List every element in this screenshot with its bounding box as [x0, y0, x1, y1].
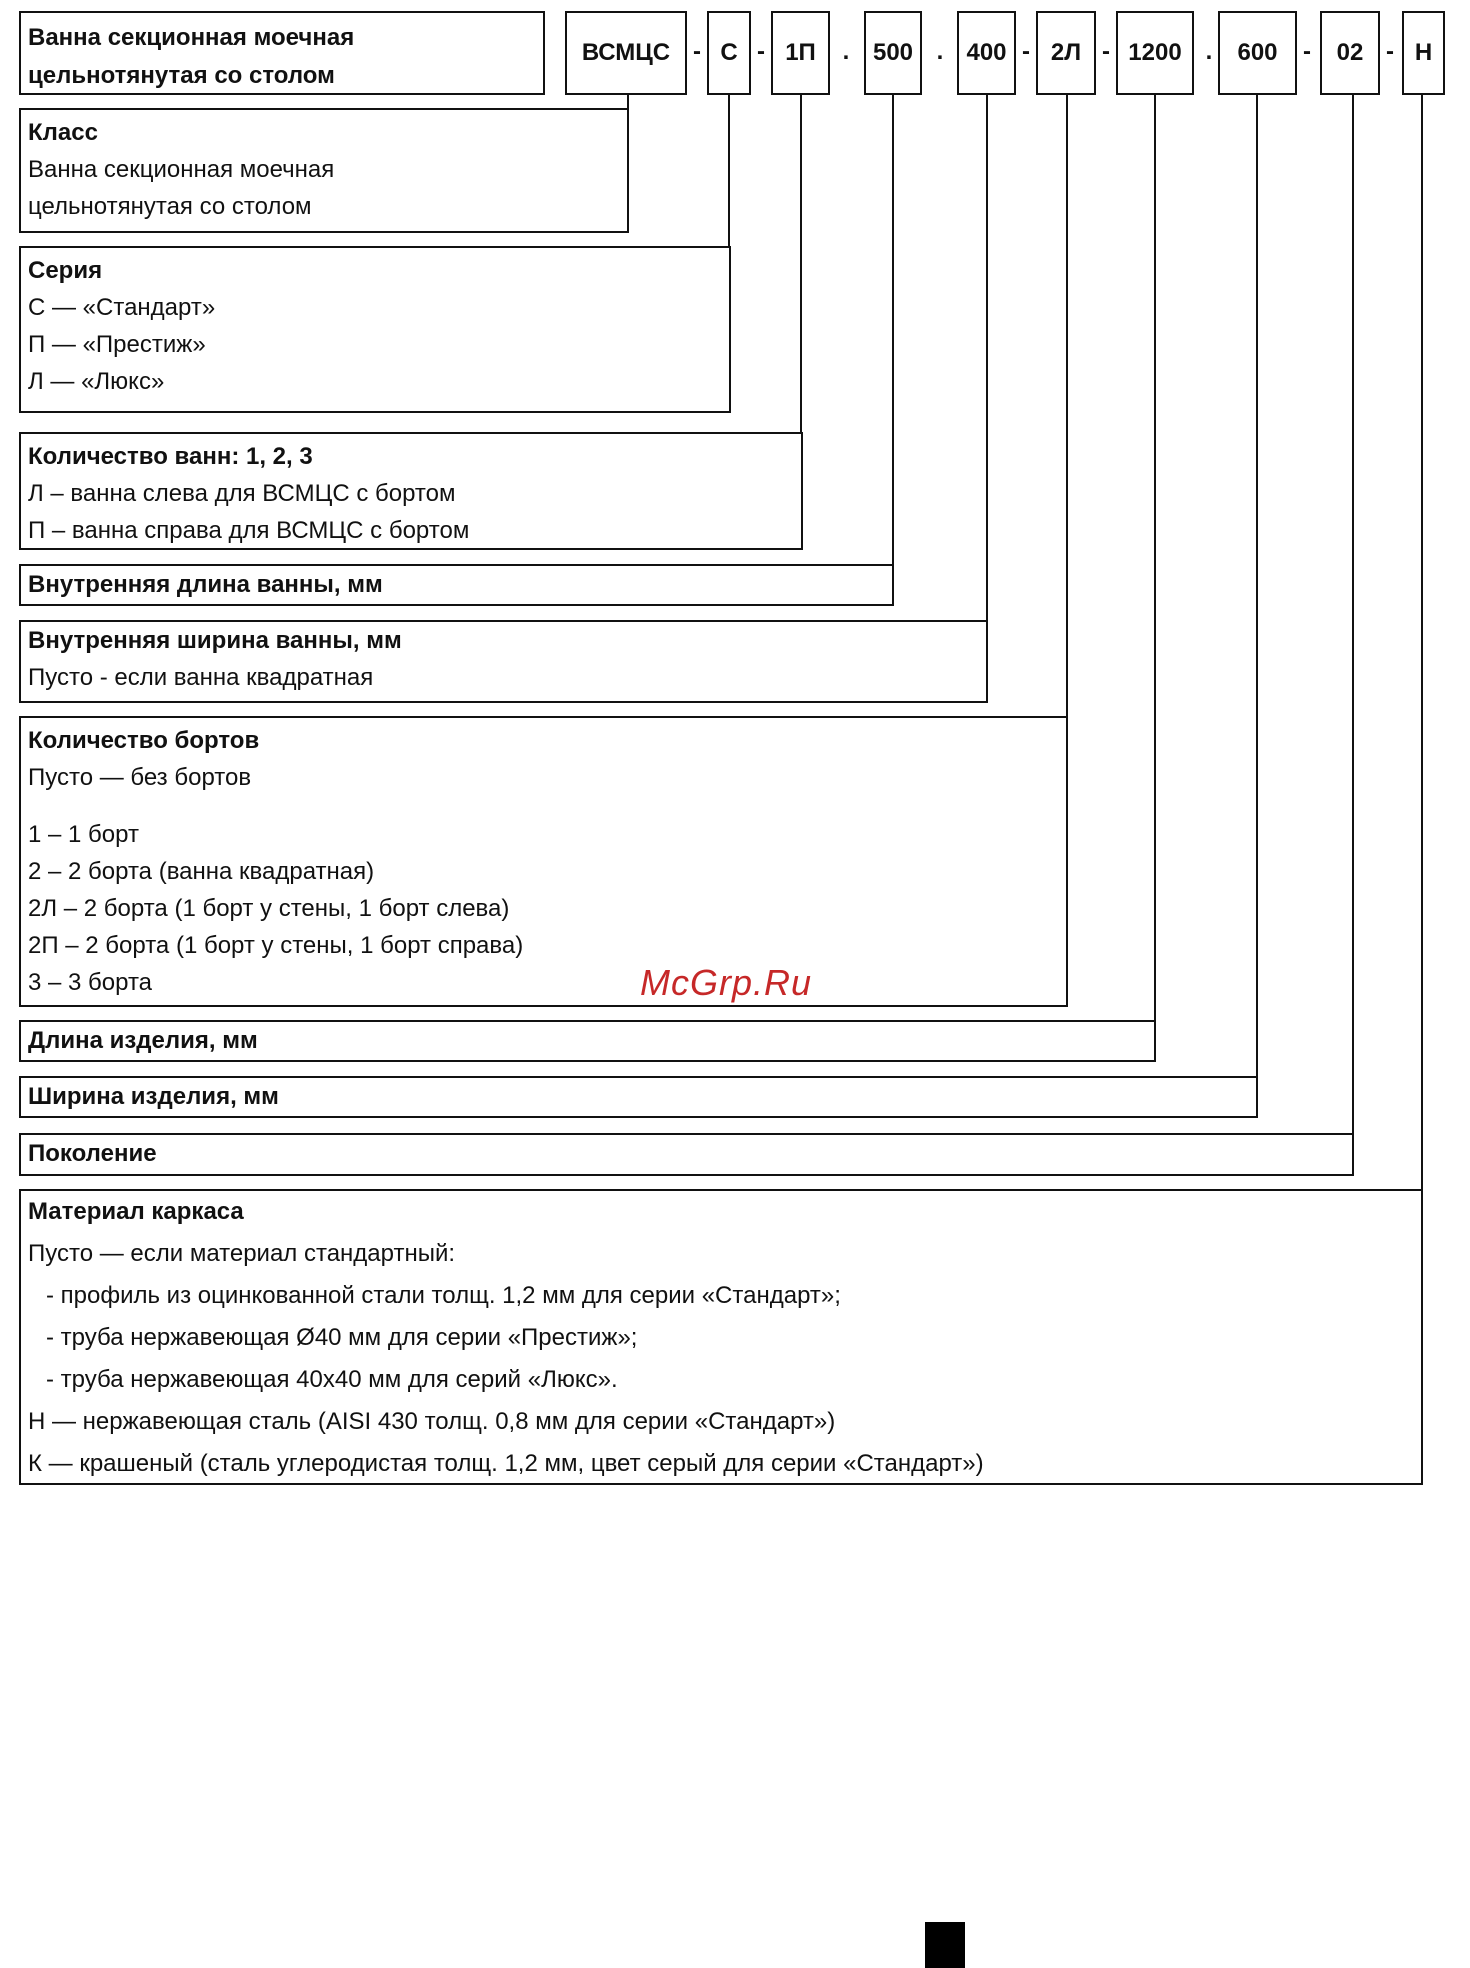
section-line: 2П – 2 борта (1 борт у стены, 1 борт справа) — [28, 932, 524, 959]
connector-line — [800, 95, 802, 433]
code-part-bath-count: 1П — [771, 11, 830, 95]
section-line: П — «Престиж» — [28, 331, 206, 358]
section-line: С — «Стандарт» — [28, 294, 216, 321]
section-heading: Внутренняя длина ванны, мм — [28, 571, 383, 598]
section-rims — [19, 716, 1068, 1007]
code-separator: - — [1303, 38, 1311, 65]
section-line: Ванна секционная моечная — [28, 156, 335, 183]
section-line: К — крашеный (сталь углеродистая толщ. 1,2 мм, цвет серый для серии «Стандарт») — [28, 1450, 984, 1477]
connector-line — [728, 95, 730, 247]
section-heading: Класс — [28, 119, 98, 146]
code-separator: - — [1102, 38, 1110, 65]
section-line: Пусто — без бортов — [28, 764, 252, 791]
section-heading: Длина изделия, мм — [28, 1027, 258, 1054]
section-line: Пусто — если материал стандартный: — [28, 1240, 456, 1267]
section-heading: Ширина изделия, мм — [28, 1083, 279, 1110]
section-line: цельнотянутая со столом — [28, 193, 312, 220]
section-bullet: - труба нержавеющая 40х40 мм для серий «Люкс». — [46, 1366, 618, 1393]
section-heading: Внутренняя ширина ванны, мм — [28, 627, 402, 654]
section-bullet: - профиль из оцинкованной стали толщ. 1,2 мм для серии «Стандарт»; — [46, 1282, 841, 1309]
section-line: П – ванна справа для ВСМЦС с бортом — [28, 517, 470, 544]
section-class — [19, 108, 629, 233]
connector-line — [1154, 95, 1156, 1021]
section-line: Н — нержавеющая сталь (AISI 430 толщ. 0,8 мм для серии «Стандарт») — [28, 1408, 836, 1435]
connector-line — [986, 95, 988, 622]
connector-line — [1352, 95, 1354, 1134]
section-bath-width — [19, 620, 988, 703]
connector-line — [1421, 95, 1423, 1190]
section-line: Пусто - если ванна квадратная — [28, 664, 374, 691]
title-box — [19, 11, 545, 95]
spacer — [28, 796, 1066, 816]
connector-line — [627, 95, 629, 109]
page-marker — [925, 1922, 965, 1968]
code-part-bath-length: 500 — [864, 11, 922, 95]
connector-line — [1256, 95, 1258, 1077]
connector-line — [892, 95, 894, 565]
section-bath-count — [19, 432, 803, 550]
section-line: Л — «Люкс» — [28, 368, 165, 395]
code-part-width: 600 — [1218, 11, 1297, 95]
section-line: 2 – 2 борта (ванна квадратная) — [28, 858, 375, 885]
connector-line — [1066, 95, 1068, 717]
code-separator: . — [842, 38, 850, 65]
section-heading: Серия — [28, 257, 103, 284]
section-series — [19, 246, 731, 413]
section-heading: Количество бортов — [28, 727, 260, 754]
code-separator: . — [936, 38, 944, 65]
section-line: 2Л – 2 борта (1 борт у стены, 1 борт слева) — [28, 895, 510, 922]
section-product-width — [19, 1076, 1258, 1118]
code-separator: - — [1022, 38, 1030, 65]
section-bullet: - труба нержавеющая Ø40 мм для серии «Престиж»; — [46, 1324, 638, 1351]
section-line: Л – ванна слева для ВСМЦС с бортом — [28, 480, 456, 507]
section-product-length — [19, 1020, 1156, 1062]
code-part-material: Н — [1402, 11, 1445, 95]
code-part-generation: 02 — [1320, 11, 1380, 95]
section-heading: Поколение — [28, 1140, 157, 1167]
code-part-class: ВСМЦС — [565, 11, 687, 95]
title-text: Ванна секционная моечная цельнотянутая со столом — [28, 24, 355, 89]
section-line: 3 – 3 борта — [28, 969, 153, 996]
watermark: McGrp.Ru — [640, 962, 813, 1003]
section-bath-length — [19, 564, 894, 606]
section-frame-material — [19, 1189, 1423, 1485]
code-separator: - — [757, 38, 765, 65]
section-heading: Количество ванн: 1, 2, 3 — [28, 443, 313, 470]
code-separator: - — [693, 38, 701, 65]
section-heading: Материал каркаса — [28, 1198, 244, 1225]
code-separator: . — [1205, 38, 1213, 65]
code-part-length: 1200 — [1116, 11, 1194, 95]
code-part-rims: 2Л — [1036, 11, 1096, 95]
code-separator: - — [1386, 38, 1394, 65]
section-line: 1 – 1 борт — [28, 821, 139, 848]
section-generation — [19, 1133, 1354, 1176]
code-part-bath-width: 400 — [957, 11, 1016, 95]
code-part-series: С — [707, 11, 751, 95]
